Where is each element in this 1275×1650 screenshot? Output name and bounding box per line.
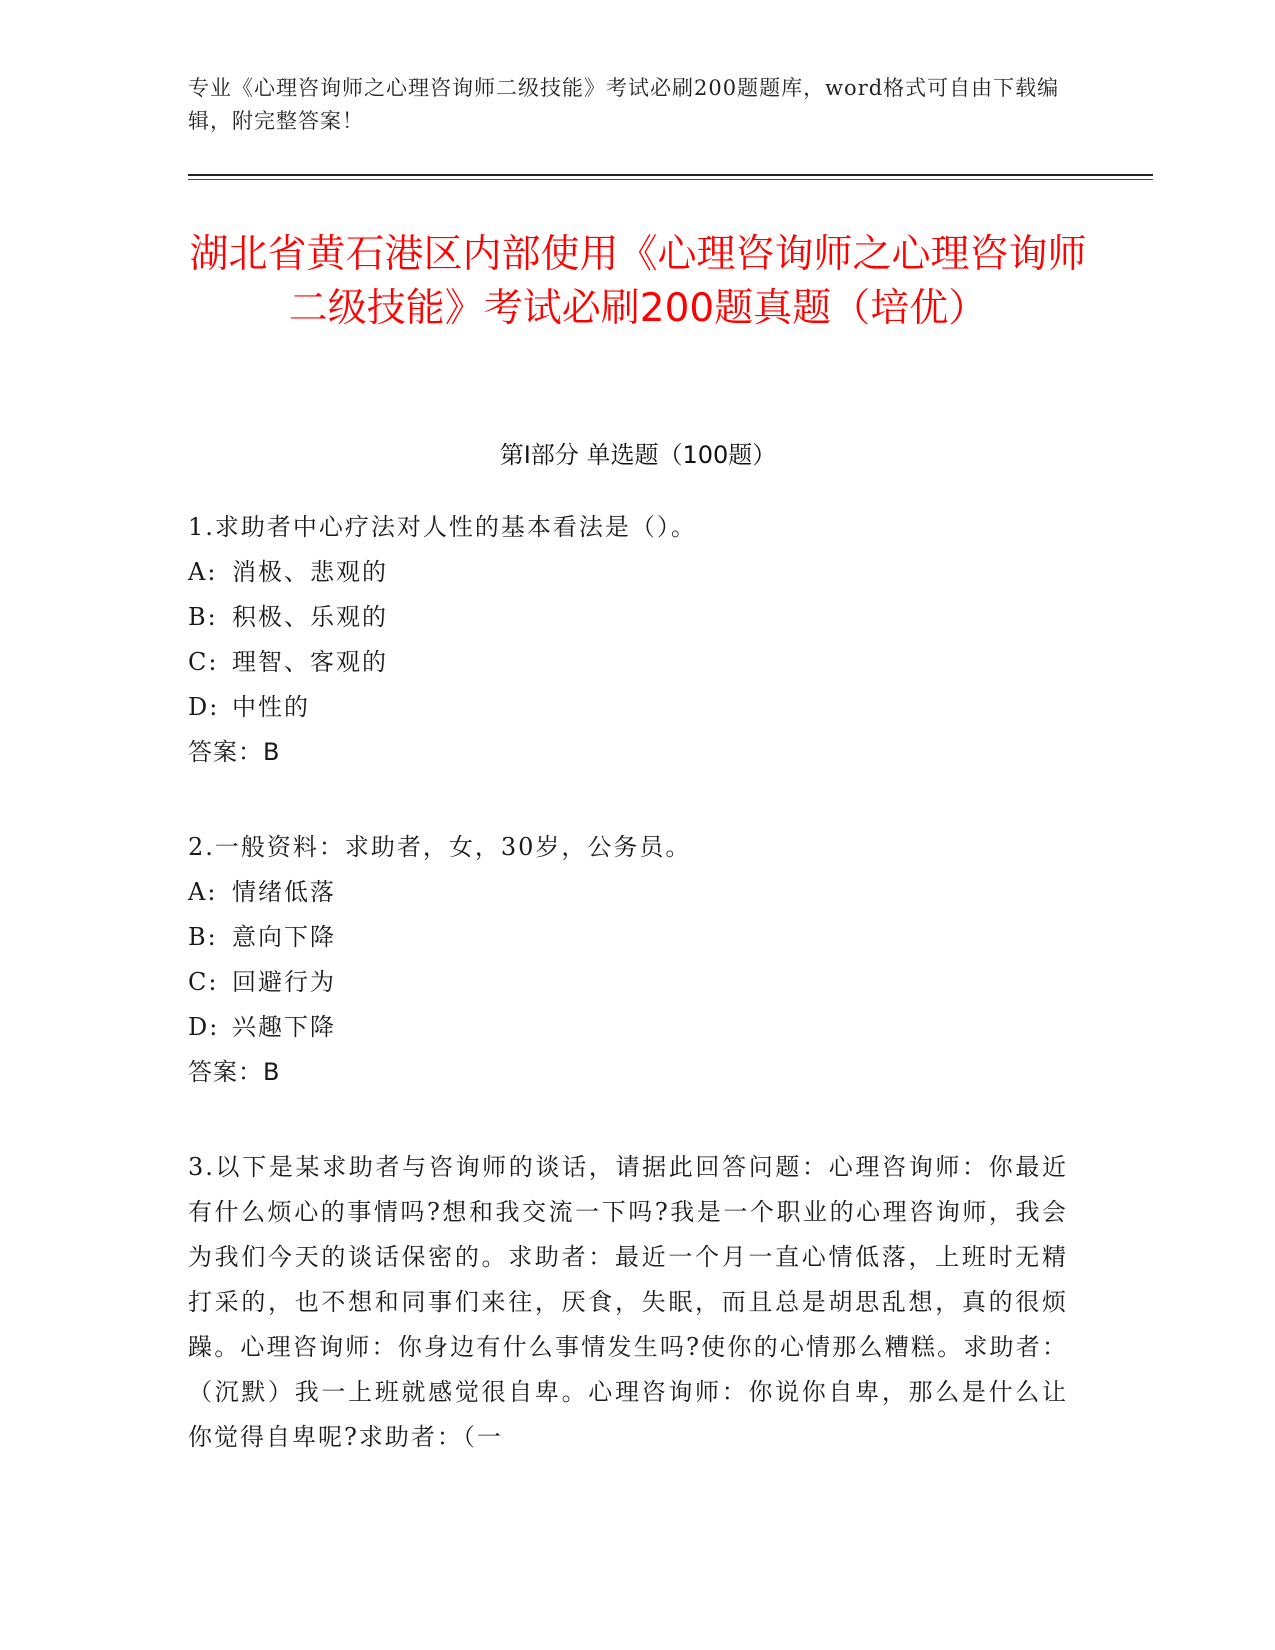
question-2 [188, 825, 1068, 1095]
option-b [188, 595, 1068, 640]
option-letter: C: [188, 968, 219, 996]
option-text: 中性的 [232, 693, 310, 721]
option-letter: B: [188, 603, 218, 631]
header-note: 专业《心理咨询师之心理咨询师二级技能》考试必刷200题题库，word格式可自由下载编辑，附完整答案！ [188, 76, 1060, 133]
option-c [188, 640, 1068, 685]
option-text: 积极、乐观的 [232, 603, 388, 631]
option-text: 消极、悲观的 [232, 558, 388, 586]
option-text: 理智、客观的 [232, 648, 388, 676]
option-d [188, 1005, 1068, 1050]
answer: 答案：B [188, 1058, 281, 1086]
option-text: 意向下降 [232, 923, 336, 951]
question-stem: 1.求助者中心疗法对人性的基本看法是（）。 [188, 513, 697, 541]
option-a [188, 870, 1068, 915]
option-a [188, 550, 1068, 595]
option-c [188, 960, 1068, 1005]
option-b [188, 915, 1068, 960]
option-text: 兴趣下降 [232, 1013, 336, 1041]
question-1 [188, 505, 1068, 775]
option-letter: A: [188, 878, 218, 906]
question-3 [188, 1145, 1068, 1460]
option-letter: D: [188, 1013, 220, 1041]
question-stem: 2.一般资料：求助者，女，30岁，公务员。 [188, 833, 692, 861]
header-rule-thick [188, 174, 1153, 176]
question-stem: 3.以下是某求助者与咨询师的谈话，请据此回答问题：心理咨询师：你最近有什么烦心的事情吗?想和我交流一下吗?我是一个职业的心理咨询师，我会为我们今天的谈话保密的。求助者：最近一个月一直心情低落，上班时无精打采的，也不想和同事们来往，厌食，失眠，而且总是胡思乱想，真的很烦躁。心理咨询师：你身边有什么事情发生吗?使你的心情那么糟糕。求助者：（沉默）我一上班就感觉很自卑。心理咨询师：你说你自卑，那么是什么让你觉得自卑呢?求助者：（一 [188, 1153, 1068, 1451]
option-text: 情绪低落 [232, 878, 336, 906]
header-rule-thin [188, 179, 1153, 180]
option-letter: A: [188, 558, 218, 586]
answer: 答案：B [188, 738, 281, 766]
option-text: 回避行为 [232, 968, 336, 996]
section-heading: 第Ⅰ部分 单选题（100题） [499, 441, 777, 469]
option-letter: B: [188, 923, 218, 951]
document-title: 湖北省黄石港区内部使用《心理咨询师之心理咨询师二级技能》考试必刷200题真题（培优） [189, 232, 1087, 331]
option-letter: C: [188, 648, 219, 676]
option-letter: D: [188, 693, 220, 721]
option-d [188, 685, 1068, 730]
